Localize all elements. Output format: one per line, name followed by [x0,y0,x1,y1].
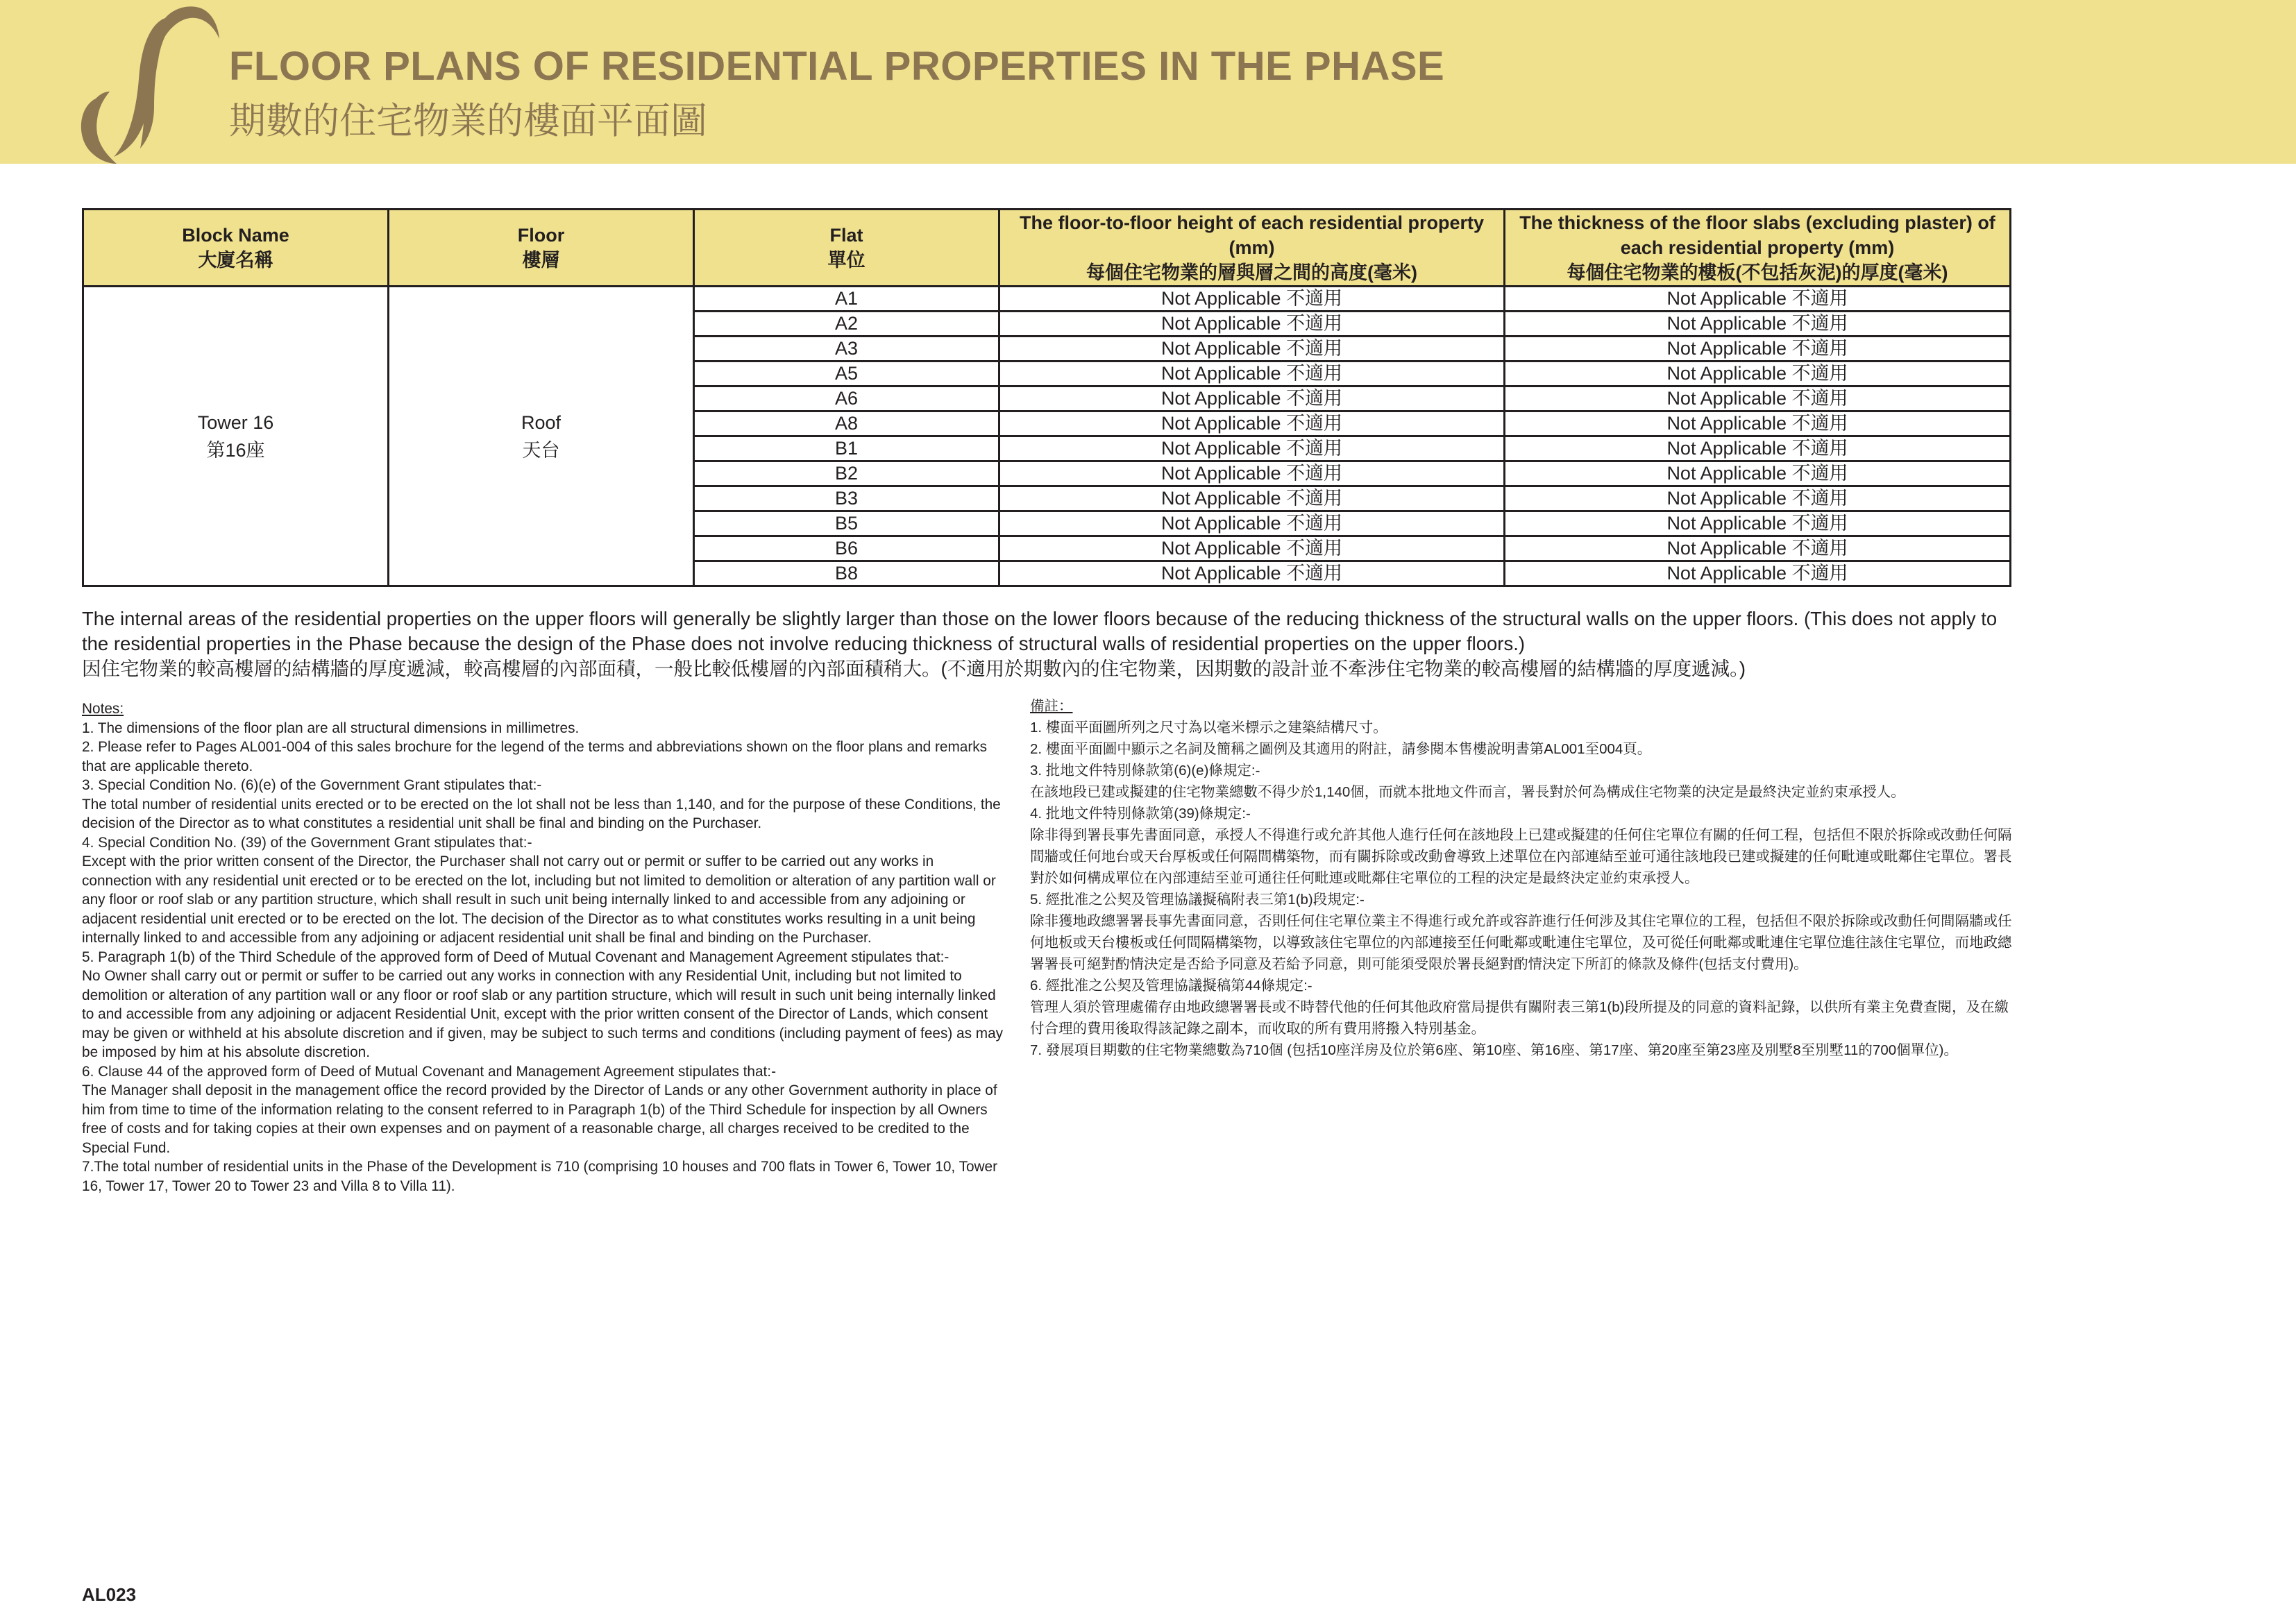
note-line: 4. Special Condition No. (39) of the Government Grant stipulates that:- [82,834,532,851]
note-line-zh: 在該地段已建或擬建的住宅物業總數不得少於1,140個，而就本批地文件而言，署長對於何為構成住宅物業的決定是最終決定並約束承授人。 [1030,784,1905,800]
page-title-zh: 期數的住宅物業的樓面平面圖 [229,101,707,142]
note-line-zh: 除非獲地政總署署長事先書面同意，否則任何住宅單位業主不得進行或允許或容許進行任何涉及其住宅單位的工程，包括但不限於拆除或改動任何間隔牆或任何地板或天台樓板或任何間隔構築物，以導致該住宅單位的內部連接至任何毗鄰或毗連住宅單位，及可從任何毗鄰或毗連住宅單位進往該住宅單位，而地政總署署長可絕對酌情決定是否給予同意及若給予同意，則可能須受限於署長絕對酌情決定下所訂的條款及條件(包括支付費用)。 [1030,913,2012,972]
note-line-zh: 3. 批地文件特別條款第(6)(e)條規定:- [1030,763,1260,779]
note-line-zh: 1. 樓面平面圖所列之尺寸為以毫米標示之建築結構尺寸。 [1030,720,1387,736]
floor-height-cell: Not Applicable 不適用 [999,486,1505,511]
flat-cell: B8 [694,561,999,586]
note-line-zh: 除非得到署長事先書面同意，承授人不得進行或允許其他人進行任何在該地段上已建或擬建的任何住宅單位有關的任何工程，包括但不限於拆除或改動任何隔間牆或任何地台或天台厚板或任何隔間構築物，而有關拆除或改動會導致上述單位在內部連結至並可通往該地段已建或擬建的任何毗連或毗鄰住宅單位。署長對於如何構成單位在內部連結至並可通往任何毗連或毗鄰住宅單位的工程的決定是最終決定並約束承授人。 [1030,827,2012,886]
floor-height-cell: Not Applicable 不適用 [999,511,1505,536]
floor-height-cell: Not Applicable 不適用 [999,287,1505,312]
flat-cell: A2 [694,312,999,337]
note-line: The total number of residential units erected or to be erected on the lot shall not be less than 1,140, and for the purpose of these Conditions, the decision of the Director as to what constitutes a residential unit shall be final and binding on the Purchaser. [82,796,1001,831]
note-line-zh: 6. 經批准之公契及管理協議擬稿第44條規定:- [1030,978,1312,994]
internal-area-statement-en: The internal areas of the residential properties on the upper floors will generally be slightly larger than those on the lower floors because of the reducing thickness of the structural walls on the upper floors. (This does not apply to the residential properties in the Phase because the design of the Phase does not involve reducing thickness of structural walls of residential properties on the upper floors.) [82,608,1998,654]
note-line: Except with the prior written consent of the Director, the Purchaser shall not carry out or permit or suffer to be carried out any works in connection with any residential unit erected or to be erected on the lot, including but not limited to demolition or alteration of any partition wall or any floor or roof slab or any partition structure, which shall result in such unit being internally linked to and accessible from any adjoining or adjacent residential unit erected or to be erected on the lot. The decision of the Director as to what constitutes works resulting in a unit being internally linked to and accessible from any adjoining or adjacent residential unit shall be final and binding on the Purchaser. [82,853,996,946]
floor-height-cell: Not Applicable 不適用 [999,461,1505,486]
note-line: 3. Special Condition No. (6)(e) of the Government Grant stipulates that:- [82,777,542,793]
note-line-zh: 4. 批地文件特別條款第(39)條規定:- [1030,806,1251,822]
floor-cell: Roof 天台 [389,287,694,586]
slab-thickness-cell: Not Applicable 不適用 [1505,287,2011,312]
slab-thickness-cell: Not Applicable 不適用 [1505,337,2011,362]
note-line-zh: 7. 發展項目期數的住宅物業總數為710個 (包括10座洋房及位於第6座、第10座、第16座、第17座、第20座至第23座及別墅8至別墅11的700個單位)。 [1030,1042,1958,1058]
column-header-block: Block Name 大廈名稱 [83,210,389,287]
flat-cell: B3 [694,486,999,511]
table-row [83,287,2011,312]
flat-cell: B2 [694,461,999,486]
page-title-en: FLOOR PLANS OF RESIDENTIAL PROPERTIES IN THE PHASE [229,44,1445,89]
slab-thickness-cell: Not Applicable 不適用 [1505,312,2011,337]
flat-cell: A8 [694,411,999,436]
column-header-slab-thickness: The thickness of the floor slabs (excluding plaster) of each residential property (mm) 每個住宅物業的樓板(不包括灰泥)的厚度(毫米) [1505,210,2011,287]
table-header-row [83,210,2011,287]
floor-spec-table [82,208,2011,587]
slab-thickness-cell: Not Applicable 不適用 [1505,411,2011,436]
flat-cell: A5 [694,362,999,386]
column-header-flat: Flat 單位 [694,210,999,287]
slab-thickness-cell: Not Applicable 不適用 [1505,511,2011,536]
note-line-zh: 管理人須於管理處備存由地政總署署長或不時替代他的任何其他政府當局提供有關附表三第1(b)段所提及的同意的資料記錄，以供所有業主免費查閱，及在繳付合理的費用後取得該記錄之副本，而收取的所有費用將撥入特別基金。 [1030,999,2009,1037]
note-line-zh: 2. 樓面平面圖中顯示之名詞及簡稱之圖例及其適用的附註，請參閱本售樓說明書第AL001至004頁。 [1030,741,1652,757]
note-line: No Owner shall carry out or permit or suffer to be carried out any works in connection with any Residential Unit, including but not limited to demolition or alteration of any partition wall or any floor or roof slab or any partition structure, which will result in such unit being internally linked to and accessible from any adjoining or adjacent Residential Unit, except with the prior written consent of the Director of Lands, which consent may be given or withheld at his absolute discretion and if given, may be subject to such terms and conditions (including payment of fees) as may be imposed by him at his absolute discretion. [82,968,1004,1060]
notes-heading-zh: 備註： [1030,698,1073,714]
floor-height-cell: Not Applicable 不適用 [999,561,1505,586]
flat-cell: B6 [694,536,999,561]
page-number: AL023 [82,1584,137,1605]
flat-cell: B1 [694,436,999,461]
note-line: 7.The total number of residential units in the Phase of the Development is 710 (comprising 10 houses and 700 flats in Tower 6, Tower 10, Tower 16, Tower 17, Tower 20 to Tower 23 and Villa 8 to Villa 11). [82,1159,998,1194]
flat-cell: A6 [694,386,999,411]
development-logo-icon [72,3,232,164]
floor-height-cell: Not Applicable 不適用 [999,312,1505,337]
floor-height-cell: Not Applicable 不適用 [999,386,1505,411]
slab-thickness-cell: Not Applicable 不適用 [1505,362,2011,386]
note-line: 5. Paragraph 1(b) of the Third Schedule of the approved form of Deed of Mutual Covenant and Management Agreement stipulates that:- [82,949,949,965]
note-line: 6. Clause 44 of the approved form of Deed of Mutual Covenant and Management Agreement stipulates that:- [82,1063,777,1080]
flat-cell: B5 [694,511,999,536]
slab-thickness-cell: Not Applicable 不適用 [1505,536,2011,561]
floor-height-cell: Not Applicable 不適用 [999,436,1505,461]
notes-heading: Notes: [82,701,124,717]
floor-height-cell: Not Applicable 不適用 [999,362,1505,386]
floor-height-cell: Not Applicable 不適用 [999,536,1505,561]
flat-cell: A3 [694,337,999,362]
internal-area-statement-zh: 因住宅物業的較高樓層的結構牆的厚度遞減，較高樓層的內部面積，一般比較低樓層的內部面積稍大。(不適用於期數內的住宅物業，因期數的設計並不牽涉住宅物業的較高樓層的結構牆的厚度遞減。) [82,658,1746,679]
block-name-cell: Tower 16 第16座 [83,287,389,586]
floor-height-cell: Not Applicable 不適用 [999,337,1505,362]
column-header-floor: Floor 樓層 [389,210,694,287]
slab-thickness-cell: Not Applicable 不適用 [1505,561,2011,586]
note-line: 2. Please refer to Pages AL001-004 of this sales brochure for the legend of the terms and abbreviations shown on the floor plans and remarks that are applicable thereto. [82,739,988,774]
notes-chinese [1030,695,2012,1061]
note-line: 1. The dimensions of the floor plan are all structural dimensions in millimetres. [82,720,580,736]
column-header-floor-height: The floor-to-floor height of each residential property (mm) 每個住宅物業的層與層之間的高度(毫米) [999,210,1505,287]
slab-thickness-cell: Not Applicable 不適用 [1505,436,2011,461]
slab-thickness-cell: Not Applicable 不適用 [1505,486,2011,511]
note-line-zh: 5. 經批准之公契及管理協議擬稿附表三第1(b)段規定:- [1030,892,1365,908]
floor-height-cell: Not Applicable 不適用 [999,411,1505,436]
note-line: The Manager shall deposit in the management office the record provided by the Director of Lands or any other Government authority in place of him from time to time of the information relating to the consent referred to in Paragraph 1(b) of the Third Schedule for inspection by all Owners free of costs and for taking copies at their own expenses and on payment of a reasonable charge, all charges received to be credited to the Special Fund. [82,1082,997,1156]
slab-thickness-cell: Not Applicable 不適用 [1505,461,2011,486]
flat-cell: A1 [694,287,999,312]
slab-thickness-cell: Not Applicable 不適用 [1505,386,2011,411]
internal-area-statement [82,606,2018,681]
notes-english [82,699,1005,1196]
